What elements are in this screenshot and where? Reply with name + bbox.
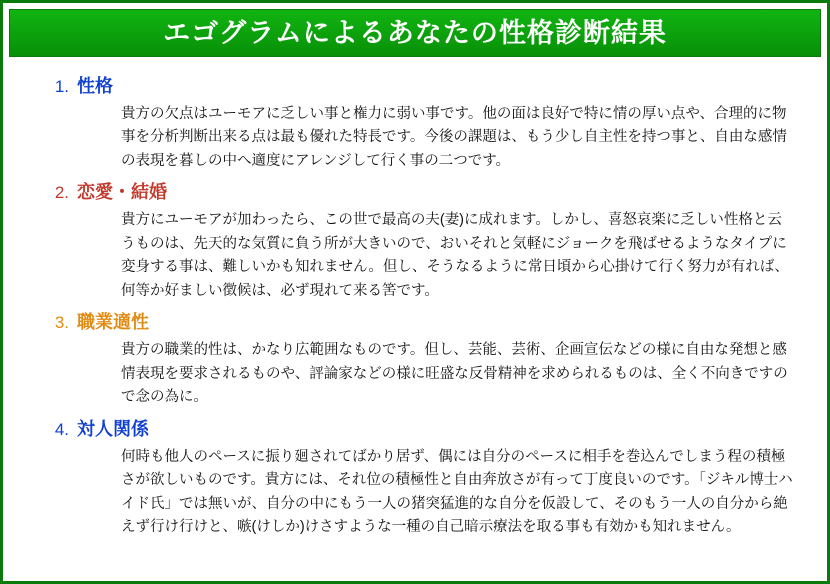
document-body (3, 57, 827, 540)
section-heading (43, 183, 809, 203)
section-love-marriage (21, 183, 809, 303)
section-paragraph: 貴方の職業的性は、かなり広範囲なものです。但し、芸能、芸術、企画宣伝などの様に自由な発想と感情表現を要求されるものや、評論家などの様に旺盛な反骨精神を求められるものは、全く不向きですので念の為に。 (121, 342, 788, 406)
section-personality (21, 77, 809, 173)
section-paragraph: 貴方にユーモアが加わったら、この世で最高の夫(妻)に成れます。しかし、喜怒哀楽に乏しい性格と云うものは、先天的な気質に負う所が大きいので、おいそれと気軽にジョークを飛ばせるようなタイプに変身する事は、難しいかも知れません。但し、そうなるように常日頃から心掛けて行く努力が有れば、何等か好ましい徴候は、必ず現れて来る筈です。 (121, 212, 789, 299)
section-paragraph: 貴方の欠点はユーモアに乏しい事と権力に弱い事です。他の面は良好で特に情の厚い点や、合理的に物事を分析判断出来る点は最も優れた特長です。今後の課題は、もう少し自主性を持つ事と、自由な感情の表現を暮しの中へ適度にアレンジして行く事の二つです。 (121, 106, 787, 169)
section-heading (43, 313, 809, 333)
section-heading (43, 77, 809, 97)
section-number: 4. (54, 419, 69, 439)
section-title: 恋愛・結婚 (77, 182, 167, 203)
section-relationships (21, 420, 809, 540)
section-number: 2. (54, 183, 69, 203)
page-title: エゴグラムによるあなたの性格診断結果 (163, 17, 667, 48)
section-number: 1. (54, 77, 69, 96)
section-title: 職業適性 (77, 312, 149, 333)
section-title: 性格 (77, 76, 113, 96)
section-number: 3. (54, 313, 69, 333)
section-job-aptitude (21, 313, 809, 409)
document-title-bar (9, 9, 821, 57)
section-heading (43, 420, 809, 440)
section-paragraph: 何時も他人のペースに振り廻されてばかり居ず、偶には自分のペースに相手を巻込んでしまう程の積極さが欲しいものです。貴方には、それ位の積極性と自由奔放さが有って丁度良いのです。「ジキル博士ハイド氏」では無いが、自分の中にもう一人の猪突猛進的な自分を仮設して、そのもう一人の自分から絶えず行け行けと、嗾(けしか)けさすような一種の自己暗示療法を取る事も有効かも知れません。 (121, 448, 793, 536)
section-title: 対人関係 (77, 418, 149, 439)
